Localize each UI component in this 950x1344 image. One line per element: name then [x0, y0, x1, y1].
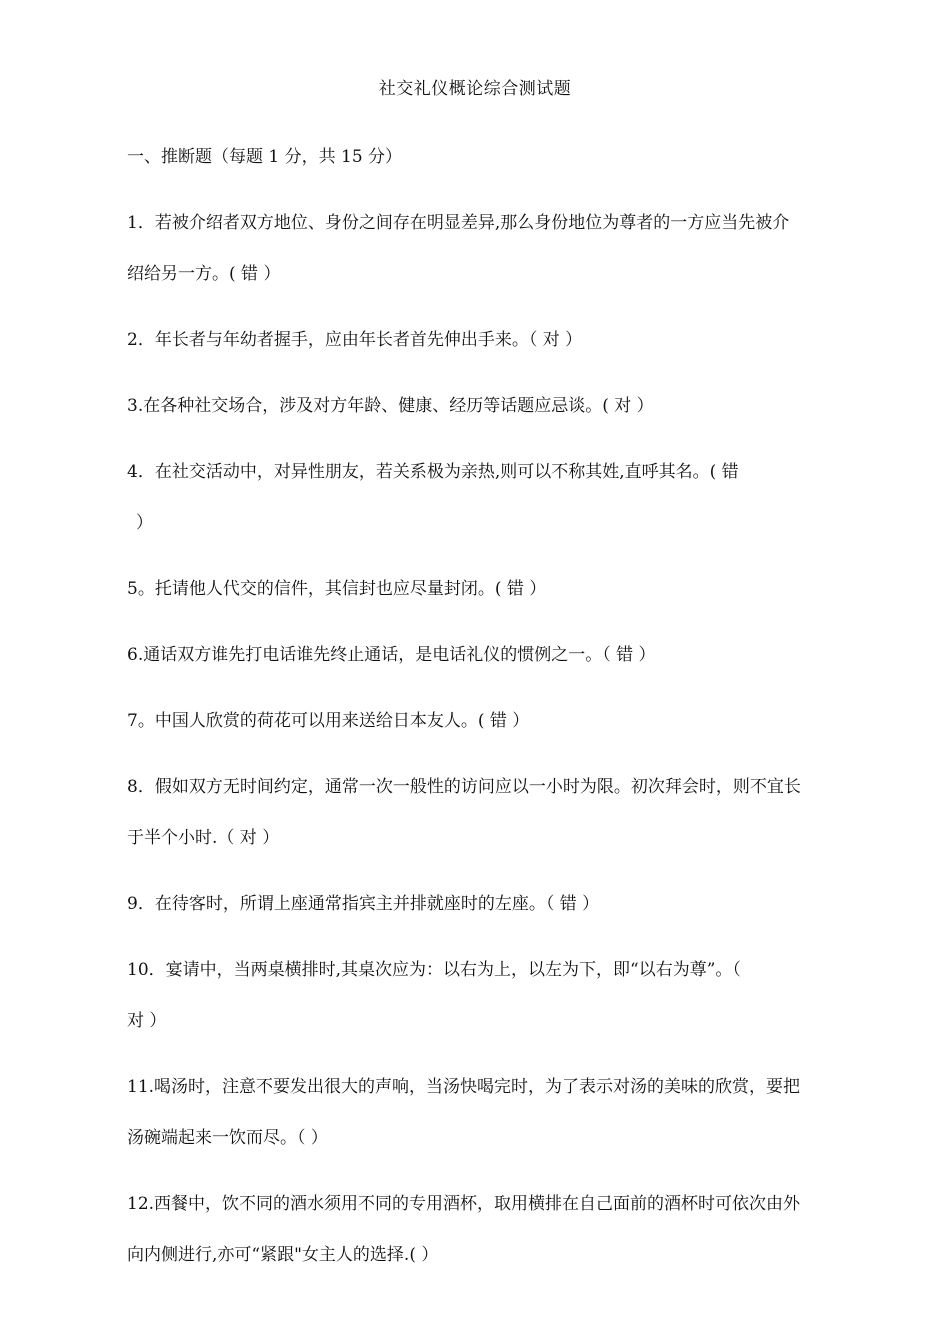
question-3: 3.在各种社交场合，涉及对方年龄、健康、经历等话题应忌谈。( 对 ）: [127, 396, 654, 416]
question-6: 6.通话双方谁先打电话谁先终止通话，是电话礼仪的惯例之一。（ 错 ）: [127, 645, 656, 665]
question-4-line-1: 4．在社交活动中，对异性朋友，若关系极为亲热,则可以不称其姓,直呼其名。( 错: [127, 462, 739, 482]
question-9: 9．在待客时，所谓上座通常指宾主并排就座时的左座。（ 错 ）: [127, 894, 600, 914]
question-8-line-2: 于半个小时.（ 对 ）: [127, 828, 280, 848]
question-12-line-2: 向内侧进行,亦可“紧跟"女主人的选择.( ）: [127, 1245, 439, 1265]
question-10-line-2: 对 ）: [127, 1011, 167, 1031]
question-7: 7。中国人欣赏的荷花可以用来送给日本友人。( 错 ）: [127, 711, 530, 731]
question-1-line-1: 1．若被介绍者双方地位、身份之间存在明显差异,那么身份地位为尊者的一方应当先被介: [127, 213, 790, 233]
question-4-line-2: ）: [136, 513, 153, 533]
question-10-line-1: 10．宴请中，当两桌横排时,其桌次应为：以右为上，以左为下，即“以右为尊”。（: [127, 960, 741, 980]
question-8-line-1: 8．假如双方无时间约定，通常一次一般性的访问应以一小时为限。初次拜会时，则不宜长: [127, 777, 801, 797]
section-heading: 一、推断题（每题 1 分，共 15 分）: [127, 147, 403, 167]
question-1-line-2: 绍给另一方。( 错 ）: [127, 264, 281, 284]
question-11-line-1: 11.喝汤时，注意不要发出很大的声响，当汤快喝完时，为了表示对汤的美味的欣赏，要把: [127, 1077, 801, 1097]
question-2: 2．年长者与年幼者握手，应由年长者首先伸出手来。（ 对 ）: [127, 330, 583, 350]
question-5: 5。托请他人代交的信件，其信封也应尽量封闭。( 错 ）: [127, 579, 547, 599]
question-12-line-1: 12.西餐中，饮不同的酒水须用不同的专用酒杯，取用横排在自己面前的酒杯时可依次由外: [127, 1194, 801, 1214]
question-11-line-2: 汤碗端起来一饮而尽。（ ）: [127, 1128, 328, 1148]
document-title: 社交礼仪概论综合测试题: [378, 79, 572, 99]
